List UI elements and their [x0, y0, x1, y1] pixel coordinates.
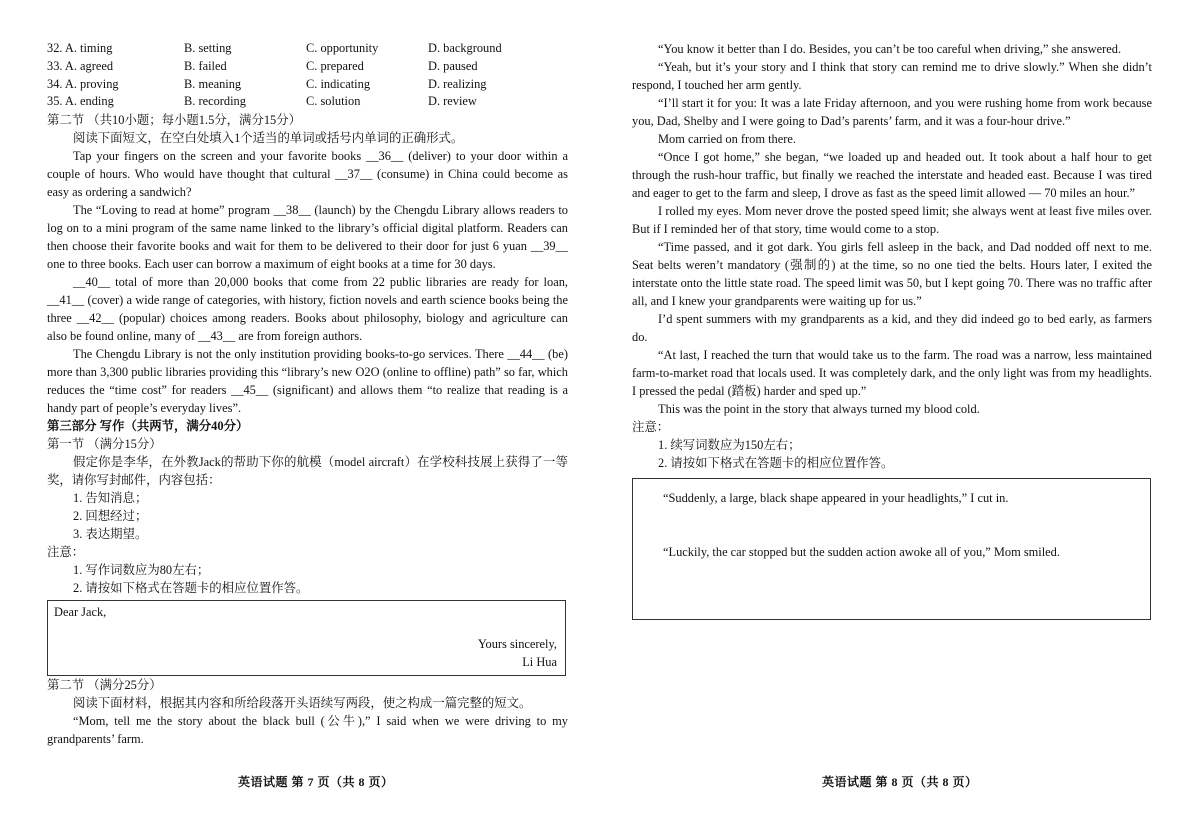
page-footer-right: 英语试题 第 8 页（共 8 页）	[822, 775, 978, 789]
story-paragraph: “You know it better than I do. Besides, you can’t be too careful when driving,” she answered.	[658, 42, 1122, 56]
writing2-note: 2. 请按如下格式在答题卡的相应位置作答。	[658, 456, 894, 470]
section2-heading: 第二节 （共10小题；每小题1.5分，满分15分）	[47, 113, 302, 128]
part3-heading: 第三部分 写作（共两节，满分40分）	[47, 419, 249, 434]
story-paragraph: I’d spent summers with my grandparents as a kid, and they did indeed go to bed early, as farmers do.	[632, 312, 1152, 344]
option-cell: 34. A. proving	[47, 76, 119, 91]
writing1-note: 2. 请按如下格式在答题卡的相应位置作答。	[73, 581, 309, 596]
option-row	[47, 58, 502, 76]
passage-paragraph: Tap your fingers on the screen and your favorite books __36__ (deliver) to your door within a couple of hours. Who would have thought that cultural __37__ (consume) in China could become as easy as ordering a sandwich?	[47, 149, 568, 200]
passage-paragraph: The “Loving to read at home” program __38__ (launch) by the Chengdu Library allows readers to log on to a mini program of the same name linked to the library’s official digital platform. Readers can then choose their favorite books and wait for them to be delivered to their door for just 6 yuan __39__ one to three books. Each user can borrow a maximum of eight books at a time for 30 days.	[47, 203, 568, 272]
story-paragraph: Mom carried on from there.	[658, 132, 796, 146]
option-cell: C. solution	[306, 94, 361, 109]
option-cell: D. review	[428, 94, 477, 109]
paragraph1-opening: “Suddenly, a large, black shape appeared in your headlights,” I cut in.	[663, 491, 1009, 505]
writing1-prompt: 假定你是李华，在外教Jack的帮助下你的航模（model aircraft）在学校科技展上获得了一等奖，请你写封邮件，内容包括：	[47, 455, 568, 488]
writing2-prompt: 阅读下面材料，根据其内容和所给段落开头语续写两段，使之构成一篇完整的短文。	[73, 696, 532, 711]
paragraph2-opening: “Luckily, the car stopped but the sudden action awoke all of you,” Mom smiled.	[663, 545, 1060, 559]
passage-paragraph: The Chengdu Library is not the only institution providing books-to-go services. There __44__ (be) more than 3,300 public libraries providing this “library’s new O2O (online to offline) path” so far, which reduces the “time cost” for readers __45__ (significant) and allows them “to realize that reading is a handy part of people’s everyday lives”.	[47, 347, 568, 416]
option-cell: D. realizing	[428, 76, 487, 91]
continuation-answer-box	[632, 478, 1151, 620]
left-page	[47, 40, 568, 748]
option-cell: C. prepared	[306, 58, 364, 73]
option-cell: D. background	[428, 41, 502, 55]
story-paragraph: “Time passed, and it got dark. You girls fell asleep in the back, and Dad nodded off next to me. Seat belts weren’t mandatory (强制的) at the time, so no one tied the belts. Hours later, I exited the interstate onto the little state road. The speed limit was 50, but I kept going 70. There was no traffic after all, and I knew your grandparents were waiting up for us.”	[632, 240, 1152, 308]
writing2-heading: 第二节 （满分25分）	[47, 678, 162, 693]
option-cell: B. recording	[184, 94, 246, 109]
passage-paragraph: __40__ total of more than 20,000 books that come from 22 public libraries are ready for loan, __41__ (cover) a wide range of categories, with history, fiction novels and earth science books being the three __42__ (popular) choices among readers. Books about philosophy, biology and agriculture can also be found online, many of __43__ are from foreign authors.	[47, 275, 568, 344]
writing1-point: 3. 表达期望。	[73, 527, 148, 542]
letter-greeting: Dear Jack,	[54, 605, 107, 620]
option-row	[47, 93, 502, 111]
letter-answer-box	[47, 600, 566, 676]
letter-signature: Li Hua	[522, 655, 557, 670]
note-label: 注意：	[632, 420, 670, 434]
story-paragraph: “Once I got home,” she began, “we loaded up and headed out. It took about a half hour to get through the rush-hour traffic, but finally we reached the interstate and headed east. Because I was tired and eager to get to the farm and sleep, I drove as fast as the speed limit allowed — 70 miles an hour.”	[632, 150, 1152, 200]
option-cell: D. paused	[428, 58, 478, 73]
page-footer-left: 英语试题 第 7 页（共 8 页）	[238, 775, 394, 789]
story-paragraph: “I’ll start it for you: It was a late Friday afternoon, and you were rushing home from work because you, Dad, Shelby and I were going to Dad’s parents’ farm, and it was a four-hour drive.”	[632, 96, 1152, 128]
writing2-note: 1. 续写词数应为150左右；	[658, 438, 801, 452]
option-cell: 35. A. ending	[47, 94, 114, 109]
option-cell: C. opportunity	[306, 41, 379, 55]
story-paragraph: “At last, I reached the turn that would take us to the farm. The road was a narrow, less maintained farm-to-market road that locals used. It was completely dark, and the only light was from my headlights. I pressed the pedal (踏板) harder and sped up.”	[632, 348, 1152, 398]
story-paragraph: “Yeah, but it’s your story and I think that story can remind me to drive slowly.” When she didn’t respond, I touched her arm gently.	[632, 60, 1152, 92]
options-table	[47, 40, 502, 111]
writing1-note: 1. 写作词数应为80左右；	[73, 563, 210, 578]
writing1-point: 2. 回想经过；	[73, 509, 148, 524]
option-cell: 32. A. timing	[47, 41, 113, 55]
letter-closing: Yours sincerely,	[477, 637, 557, 652]
option-cell: B. failed	[184, 58, 227, 73]
writing1-point: 1. 告知消息；	[73, 491, 148, 506]
option-row	[47, 76, 502, 94]
story-start: “Mom, tell me the story about the black bull (公牛),” I said when we were driving to my grandparents’ farm.	[47, 714, 568, 747]
story-paragraph: I rolled my eyes. Mom never drove the posted speed limit; she always went at least five miles over. But if I reminded her of that story, time would come to a stop.	[632, 204, 1152, 236]
option-cell: C. indicating	[306, 76, 371, 91]
story-paragraph: This was the point in the story that always turned my blood cold.	[658, 402, 980, 416]
option-cell: B. setting	[184, 41, 232, 55]
right-page	[632, 40, 1152, 620]
writing1-heading: 第一节 （满分15分）	[47, 437, 162, 452]
option-row	[47, 40, 502, 58]
option-cell: 33. A. agreed	[47, 58, 114, 73]
section2-instruction: 阅读下面短文，在空白处填入1个适当的单词或括号内单词的正确形式。	[73, 131, 464, 146]
option-cell: B. meaning	[184, 76, 242, 91]
note-label: 注意：	[47, 545, 85, 560]
